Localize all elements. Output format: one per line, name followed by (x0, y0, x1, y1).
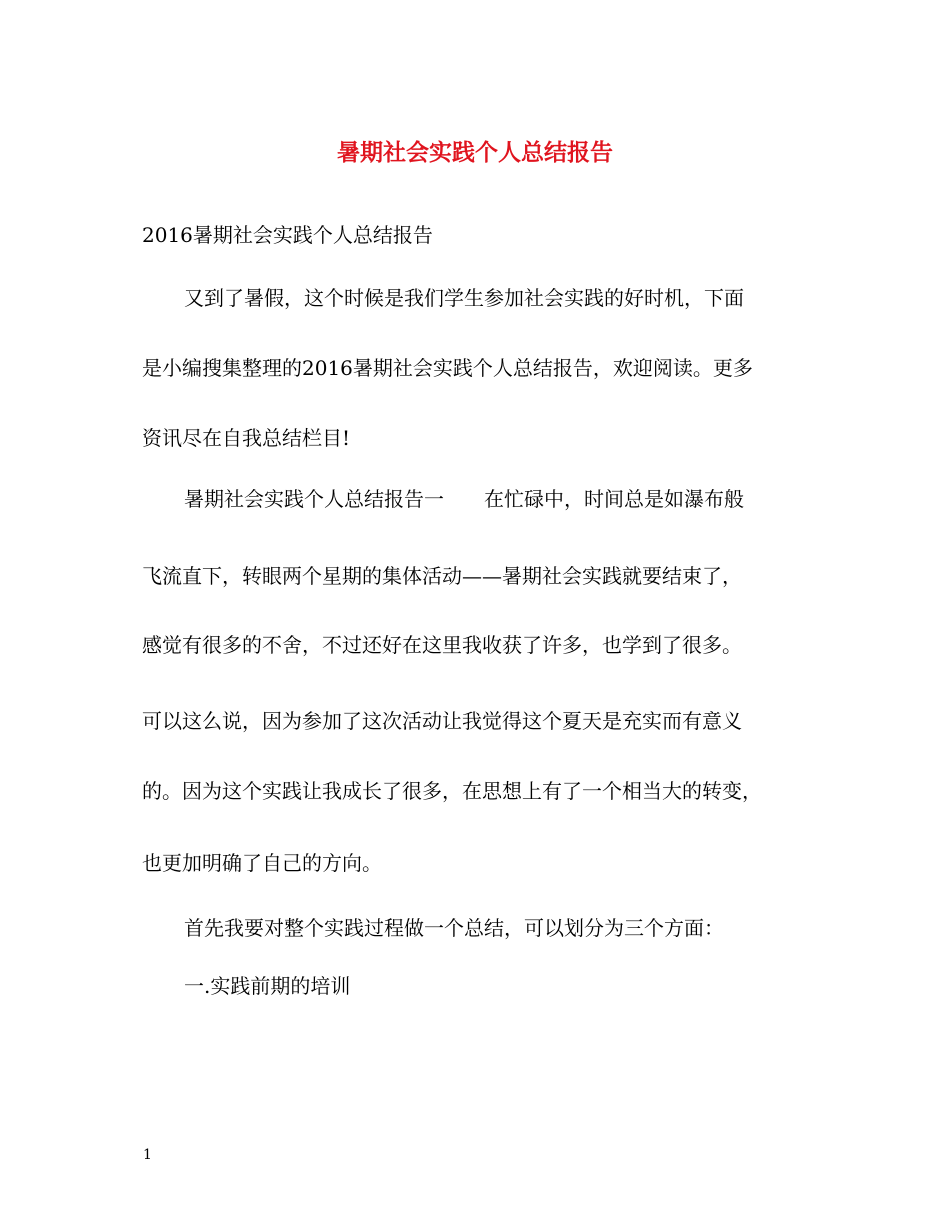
document-title: 暑期社会实践个人总结报告 (337, 139, 613, 166)
page-number: 1 (143, 1147, 152, 1163)
paragraph-line: 的。因为这个实践让我成长了很多，在思想上有了一个相当大的转变， (142, 779, 762, 803)
paragraph-line: 首先我要对整个实践过程做一个总结，可以划分为三个方面： (184, 916, 724, 940)
paragraph-line: 资讯尽在自我总结栏目! (142, 426, 351, 450)
paragraph-line: 是小编搜集整理的2016暑期社会实践个人总结报告，欢迎阅读。更多 (142, 356, 753, 380)
paragraph-line: 也更加明确了自己的方向。 (142, 851, 382, 875)
document-subtitle: 2016暑期社会实践个人总结报告 (142, 223, 433, 247)
paragraph-line: 感觉有很多的不舍，不过还好在这里我收获了许多，也学到了很多。 (142, 633, 742, 657)
paragraph-line: 飞流直下，转眼两个星期的集体活动——暑期社会实践就要结束了， (142, 564, 742, 588)
paragraph-line: 可以这么说，因为参加了这次活动让我觉得这个夏天是充实而有意义 (142, 709, 742, 733)
section-heading: 一.实践前期的培训 (184, 974, 351, 998)
paragraph-line: 又到了暑假，这个时候是我们学生参加社会实践的好时机，下面 (184, 286, 744, 310)
paragraph-line: 暑期社会实践个人总结报告一 在忙碌中，时间总是如瀑布般 (184, 487, 744, 511)
